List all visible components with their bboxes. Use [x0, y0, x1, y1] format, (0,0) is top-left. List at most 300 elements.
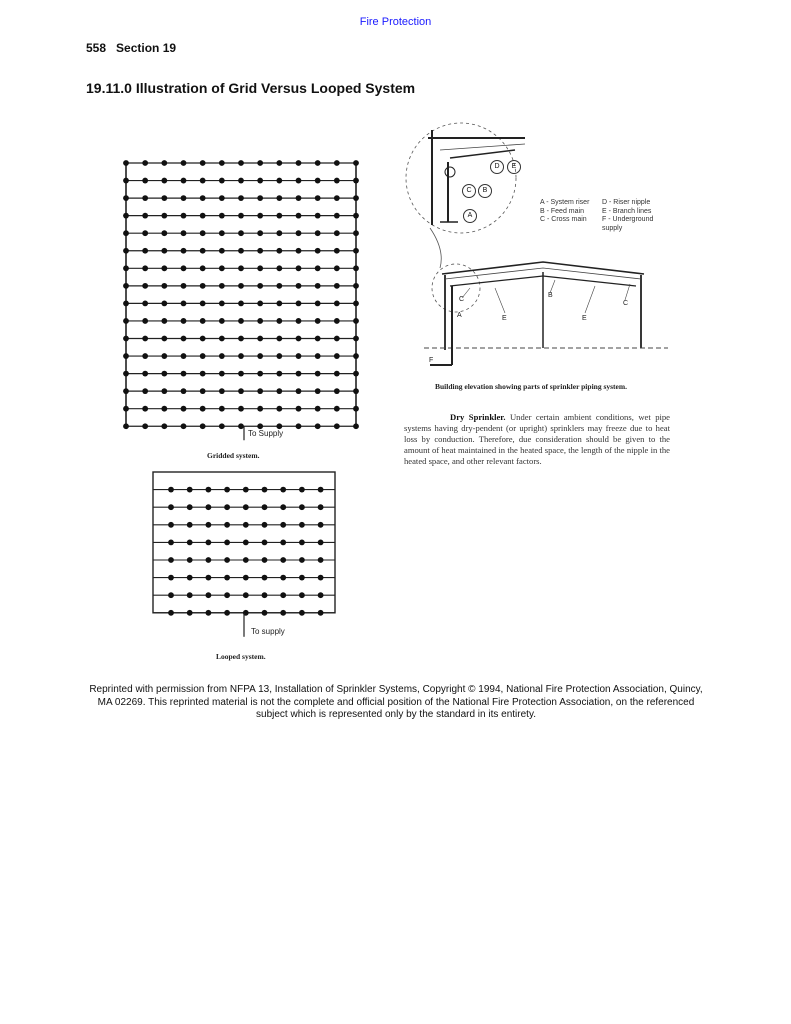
legend-row — [540, 216, 680, 233]
loop-sprinkler-head — [187, 487, 193, 493]
grid-sprinkler-head — [123, 283, 129, 289]
grid-sprinkler-head — [219, 318, 225, 324]
detail-joist — [440, 144, 525, 150]
grid-sprinkler-head — [161, 178, 167, 184]
grid-sprinkler-head — [142, 213, 148, 219]
looped-caption: Looped system. — [216, 652, 266, 661]
grid-sprinkler-head — [219, 195, 225, 201]
loop-sprinkler-head — [187, 504, 193, 510]
grid-sprinkler-head — [161, 423, 167, 429]
loop-sprinkler-head — [224, 557, 230, 563]
grid-sprinkler-head — [161, 371, 167, 377]
loop-sprinkler-head — [262, 575, 268, 581]
dry-sprinkler-body: Under certain ambient conditions, wet pipe systems having dry-pendent (or upright) sprinklers may freeze due to heat loss by conduction. Therefore, due consideration should be given to the amount of heat maintained in the heated space, the length of the nipple in the heated space, and other relevant factors. — [404, 412, 670, 466]
loop-sprinkler-head — [262, 522, 268, 528]
reprint-notice: Reprinted with permission from NFPA 13, Installation of Sprinkler Systems, Copyright © 1994, National Fire Protection Association, Quincy, MA 02269. This reprinted material is not the complete and official position of the National Fire Protection Association, on the referenced subject which is represented only by the standard in its entirety. — [89, 684, 703, 720]
grid-sprinkler-head — [181, 371, 187, 377]
legend-item: C - Cross main — [540, 216, 587, 223]
grid-sprinkler-head — [123, 423, 129, 429]
grid-sprinkler-head — [238, 248, 244, 254]
grid-sprinkler-head — [353, 371, 359, 377]
grid-sprinkler-head — [353, 265, 359, 271]
loop-sprinkler-head — [318, 557, 324, 563]
loop-sprinkler-head — [187, 610, 193, 616]
grid-sprinkler-head — [238, 195, 244, 201]
grid-sprinkler-head — [238, 160, 244, 166]
loop-sprinkler-head — [318, 575, 324, 581]
grid-sprinkler-head — [181, 301, 187, 307]
gridded-supply-label: To Supply — [248, 429, 284, 438]
grid-sprinkler-head — [200, 230, 206, 236]
grid-sprinkler-head — [257, 230, 263, 236]
grid-sprinkler-head — [257, 371, 263, 377]
grid-sprinkler-head — [296, 423, 302, 429]
loop-sprinkler-head — [318, 610, 324, 616]
elevation-letter-f: F — [429, 357, 434, 364]
grid-sprinkler-head — [219, 283, 225, 289]
grid-sprinkler-head — [257, 353, 263, 359]
loop-sprinkler-head — [243, 575, 249, 581]
grid-sprinkler-head — [200, 388, 206, 394]
legend-item: D - Riser nipple — [602, 199, 651, 206]
loop-sprinkler-head — [299, 610, 305, 616]
dry-sprinkler-paragraph — [404, 412, 670, 467]
looped-supply-label: To supply — [251, 627, 285, 636]
grid-sprinkler-head — [315, 301, 321, 307]
grid-sprinkler-head — [200, 195, 206, 201]
detail-letter-b: B — [478, 184, 492, 198]
grid-sprinkler-head — [353, 213, 359, 219]
grid-sprinkler-head — [161, 248, 167, 254]
detail-letter-a: A — [463, 209, 477, 223]
legend-item: E - Branch lines — [602, 207, 652, 215]
grid-sprinkler-head — [123, 318, 129, 324]
leader-c2 — [625, 284, 630, 300]
elevation-legend — [540, 199, 680, 233]
grid-sprinkler-head — [238, 283, 244, 289]
detail-letter-c: C — [462, 184, 476, 198]
detail-letter-d: D — [490, 160, 504, 174]
grid-sprinkler-head — [238, 265, 244, 271]
grid-sprinkler-head — [353, 388, 359, 394]
grid-sprinkler-head — [181, 423, 187, 429]
grid-sprinkler-head — [315, 353, 321, 359]
elevation-letter-e: E — [582, 315, 587, 322]
grid-sprinkler-head — [142, 301, 148, 307]
loop-sprinkler-head — [318, 522, 324, 528]
grid-sprinkler-head — [257, 248, 263, 254]
grid-sprinkler-head — [276, 318, 282, 324]
grid-sprinkler-head — [296, 318, 302, 324]
loop-sprinkler-head — [206, 540, 212, 546]
loop-sprinkler-head — [280, 575, 286, 581]
grid-sprinkler-head — [142, 406, 148, 412]
page-number: 558 — [86, 41, 107, 55]
grid-sprinkler-head — [276, 353, 282, 359]
grid-sprinkler-head — [219, 353, 225, 359]
grid-sprinkler-head — [142, 318, 148, 324]
grid-sprinkler-head — [219, 388, 225, 394]
grid-sprinkler-head — [142, 248, 148, 254]
grid-sprinkler-head — [315, 213, 321, 219]
grid-sprinkler-head — [315, 406, 321, 412]
grid-sprinkler-head — [334, 283, 340, 289]
loop-sprinkler-head — [280, 522, 286, 528]
loop-sprinkler-head — [318, 592, 324, 598]
grid-sprinkler-head — [142, 423, 148, 429]
elevation-letter-b: B — [548, 292, 553, 299]
grid-sprinkler-head — [353, 283, 359, 289]
grid-sprinkler-head — [123, 371, 129, 377]
legend-item: B - Feed main — [540, 207, 584, 215]
grid-sprinkler-head — [200, 178, 206, 184]
grid-sprinkler-head — [219, 160, 225, 166]
grid-sprinkler-head — [238, 371, 244, 377]
loop-sprinkler-head — [206, 487, 212, 493]
grid-sprinkler-head — [200, 265, 206, 271]
grid-sprinkler-head — [219, 178, 225, 184]
grid-sprinkler-head — [296, 371, 302, 377]
grid-sprinkler-head — [296, 248, 302, 254]
loop-sprinkler-head — [187, 540, 193, 546]
grid-sprinkler-head — [142, 178, 148, 184]
grid-sprinkler-head — [219, 371, 225, 377]
loop-sprinkler-head — [224, 504, 230, 510]
grid-sprinkler-head — [200, 353, 206, 359]
grid-sprinkler-head — [353, 301, 359, 307]
grid-sprinkler-head — [181, 195, 187, 201]
grid-sprinkler-head — [181, 336, 187, 342]
loop-sprinkler-head — [187, 592, 193, 598]
grid-sprinkler-head — [181, 230, 187, 236]
grid-sprinkler-head — [315, 230, 321, 236]
grid-sprinkler-head — [276, 265, 282, 271]
grid-sprinkler-head — [123, 178, 129, 184]
grid-sprinkler-head — [334, 406, 340, 412]
grid-sprinkler-head — [181, 178, 187, 184]
grid-sprinkler-head — [181, 318, 187, 324]
loop-sprinkler-head — [318, 504, 324, 510]
grid-sprinkler-head — [296, 265, 302, 271]
grid-sprinkler-head — [200, 301, 206, 307]
loop-sprinkler-head — [206, 557, 212, 563]
grid-sprinkler-head — [238, 230, 244, 236]
grid-sprinkler-head — [257, 336, 263, 342]
loop-sprinkler-head — [243, 592, 249, 598]
loop-sprinkler-head — [299, 504, 305, 510]
grid-sprinkler-head — [353, 318, 359, 324]
grid-sprinkler-head — [123, 388, 129, 394]
grid-sprinkler-head — [334, 230, 340, 236]
grid-sprinkler-head — [276, 283, 282, 289]
grid-sprinkler-head — [276, 406, 282, 412]
grid-sprinkler-head — [200, 318, 206, 324]
grid-sprinkler-head — [123, 406, 129, 412]
grid-sprinkler-head — [200, 283, 206, 289]
loop-sprinkler-head — [243, 540, 249, 546]
loop-sprinkler-head — [280, 557, 286, 563]
elevation-letter-a: A — [457, 312, 462, 319]
grid-sprinkler-head — [142, 371, 148, 377]
grid-sprinkler-head — [219, 336, 225, 342]
grid-sprinkler-head — [276, 388, 282, 394]
loop-sprinkler-head — [262, 504, 268, 510]
grid-sprinkler-head — [296, 283, 302, 289]
grid-sprinkler-head — [296, 336, 302, 342]
elevation-letter-c: C — [623, 300, 629, 307]
detail-leader — [430, 228, 441, 268]
loop-sprinkler-head — [206, 575, 212, 581]
grid-sprinkler-head — [353, 406, 359, 412]
grid-sprinkler-head — [161, 353, 167, 359]
grid-sprinkler-head — [315, 371, 321, 377]
grid-sprinkler-head — [296, 160, 302, 166]
grid-sprinkler-head — [200, 371, 206, 377]
grid-sprinkler-head — [161, 230, 167, 236]
loop-sprinkler-head — [168, 504, 174, 510]
grid-sprinkler-head — [238, 388, 244, 394]
grid-sprinkler-head — [315, 423, 321, 429]
grid-sprinkler-head — [238, 301, 244, 307]
grid-sprinkler-head — [276, 160, 282, 166]
grid-sprinkler-head — [200, 248, 206, 254]
grid-sprinkler-head — [123, 230, 129, 236]
loop-sprinkler-head — [168, 522, 174, 528]
grid-sprinkler-head — [296, 195, 302, 201]
loop-sprinkler-head — [187, 522, 193, 528]
grid-sprinkler-head — [219, 265, 225, 271]
grid-sprinkler-head — [276, 371, 282, 377]
grid-sprinkler-head — [257, 318, 263, 324]
grid-sprinkler-head — [296, 353, 302, 359]
grid-sprinkler-head — [353, 423, 359, 429]
loop-sprinkler-head — [224, 592, 230, 598]
loop-sprinkler-head — [299, 522, 305, 528]
grid-sprinkler-head — [219, 248, 225, 254]
grid-sprinkler-head — [219, 301, 225, 307]
loop-sprinkler-head — [168, 575, 174, 581]
grid-sprinkler-head — [334, 195, 340, 201]
detail-fitting — [445, 167, 455, 177]
loop-sprinkler-head — [224, 575, 230, 581]
grid-sprinkler-head — [142, 160, 148, 166]
elevation-caption: Building elevation showing parts of sprinkler piping system. — [435, 382, 627, 391]
grid-sprinkler-head — [334, 371, 340, 377]
loop-sprinkler-head — [168, 557, 174, 563]
loop-sprinkler-head — [206, 504, 212, 510]
grid-sprinkler-head — [123, 353, 129, 359]
grid-sprinkler-head — [161, 160, 167, 166]
leader-e1 — [495, 288, 505, 313]
loop-sprinkler-head — [280, 487, 286, 493]
loop-sprinkler-head — [243, 522, 249, 528]
grid-sprinkler-head — [123, 160, 129, 166]
loop-sprinkler-head — [206, 522, 212, 528]
grid-sprinkler-head — [142, 265, 148, 271]
leader-e2 — [585, 286, 595, 313]
grid-sprinkler-head — [315, 248, 321, 254]
grid-sprinkler-head — [238, 336, 244, 342]
grid-sprinkler-head — [276, 195, 282, 201]
grid-sprinkler-head — [200, 160, 206, 166]
loop-sprinkler-head — [168, 610, 174, 616]
grid-sprinkler-head — [315, 160, 321, 166]
loop-sprinkler-head — [224, 610, 230, 616]
grid-sprinkler-head — [296, 388, 302, 394]
grid-sprinkler-head — [142, 195, 148, 201]
loop-sprinkler-head — [299, 557, 305, 563]
grid-sprinkler-head — [296, 178, 302, 184]
loop-sprinkler-head — [187, 575, 193, 581]
grid-sprinkler-head — [276, 336, 282, 342]
grid-sprinkler-head — [296, 213, 302, 219]
grid-sprinkler-head — [238, 406, 244, 412]
grid-sprinkler-head — [257, 388, 263, 394]
elevation-letter-c: C — [459, 296, 465, 303]
grid-sprinkler-head — [161, 301, 167, 307]
grid-sprinkler-head — [353, 160, 359, 166]
grid-sprinkler-head — [238, 423, 244, 429]
grid-sprinkler-head — [200, 213, 206, 219]
loop-sprinkler-head — [168, 592, 174, 598]
grid-sprinkler-head — [334, 213, 340, 219]
loop-sprinkler-head — [318, 540, 324, 546]
grid-sprinkler-head — [257, 301, 263, 307]
legend-row — [540, 208, 680, 217]
grid-sprinkler-head — [181, 406, 187, 412]
grid-sprinkler-head — [219, 423, 225, 429]
grid-sprinkler-head — [123, 213, 129, 219]
grid-sprinkler-head — [296, 406, 302, 412]
grid-sprinkler-head — [334, 336, 340, 342]
grid-sprinkler-head — [257, 406, 263, 412]
grid-sprinkler-head — [334, 248, 340, 254]
grid-sprinkler-head — [123, 301, 129, 307]
loop-sprinkler-head — [299, 487, 305, 493]
grid-sprinkler-head — [200, 406, 206, 412]
loop-sprinkler-head — [168, 540, 174, 546]
gridded-caption: Gridded system. — [207, 451, 260, 460]
grid-sprinkler-head — [161, 318, 167, 324]
grid-sprinkler-head — [257, 178, 263, 184]
grid-sprinkler-head — [161, 406, 167, 412]
grid-sprinkler-head — [276, 178, 282, 184]
loop-sprinkler-head — [280, 504, 286, 510]
loop-sprinkler-head — [224, 540, 230, 546]
loop-sprinkler-head — [318, 487, 324, 493]
grid-sprinkler-head — [181, 283, 187, 289]
grid-sprinkler-head — [334, 178, 340, 184]
grid-sprinkler-head — [353, 230, 359, 236]
loop-sprinkler-head — [280, 592, 286, 598]
grid-sprinkler-head — [276, 213, 282, 219]
loop-sprinkler-head — [187, 557, 193, 563]
detail-letter-e: E — [507, 160, 521, 174]
loop-sprinkler-head — [262, 540, 268, 546]
grid-sprinkler-head — [161, 195, 167, 201]
grid-sprinkler-head — [315, 265, 321, 271]
legend-item: A - System riser — [540, 199, 590, 206]
grid-sprinkler-head — [353, 248, 359, 254]
grid-sprinkler-head — [161, 213, 167, 219]
grid-sprinkler-head — [161, 388, 167, 394]
detail-cross-main — [450, 150, 515, 158]
grid-sprinkler-head — [200, 336, 206, 342]
grid-sprinkler-head — [257, 160, 263, 166]
grid-sprinkler-head — [181, 353, 187, 359]
grid-sprinkler-head — [181, 213, 187, 219]
grid-sprinkler-head — [181, 248, 187, 254]
grid-sprinkler-head — [334, 423, 340, 429]
grid-sprinkler-head — [276, 248, 282, 254]
loop-sprinkler-head — [243, 487, 249, 493]
grid-sprinkler-head — [315, 283, 321, 289]
loop-sprinkler-head — [262, 610, 268, 616]
grid-sprinkler-head — [142, 353, 148, 359]
grid-sprinkler-head — [123, 195, 129, 201]
loop-sprinkler-head — [224, 487, 230, 493]
grid-sprinkler-head — [238, 353, 244, 359]
loop-sprinkler-head — [168, 487, 174, 493]
grid-sprinkler-head — [238, 178, 244, 184]
grid-sprinkler-head — [257, 283, 263, 289]
loop-sprinkler-head — [299, 575, 305, 581]
loop-sprinkler-head — [262, 487, 268, 493]
building-elevation-diagram — [406, 123, 668, 365]
section-label: Section 19 — [116, 41, 177, 55]
grid-sprinkler-head — [123, 265, 129, 271]
grid-sprinkler-head — [200, 423, 206, 429]
grid-sprinkler-head — [353, 336, 359, 342]
grid-sprinkler-head — [334, 265, 340, 271]
grid-sprinkler-head — [181, 160, 187, 166]
grid-sprinkler-head — [219, 230, 225, 236]
grid-sprinkler-head — [257, 195, 263, 201]
loop-sprinkler-head — [206, 610, 212, 616]
grid-sprinkler-head — [334, 160, 340, 166]
grid-sprinkler-head — [161, 336, 167, 342]
loop-sprinkler-head — [299, 540, 305, 546]
grid-sprinkler-head — [123, 336, 129, 342]
loop-sprinkler-head — [280, 540, 286, 546]
grid-sprinkler-head — [353, 195, 359, 201]
grid-sprinkler-head — [161, 283, 167, 289]
grid-sprinkler-head — [353, 178, 359, 184]
gridded-system-diagram — [123, 160, 359, 440]
legend-item: F - Underground supply — [602, 216, 654, 232]
elevation-letter-e: E — [502, 315, 507, 322]
elevation-detail-circle — [432, 264, 480, 312]
grid-sprinkler-head — [315, 388, 321, 394]
grid-sprinkler-head — [334, 353, 340, 359]
grid-sprinkler-head — [315, 178, 321, 184]
grid-sprinkler-head — [161, 265, 167, 271]
running-head: Fire Protection — [359, 16, 432, 28]
grid-sprinkler-head — [296, 230, 302, 236]
grid-sprinkler-head — [315, 195, 321, 201]
detail-circle — [406, 123, 516, 233]
grid-sprinkler-head — [219, 213, 225, 219]
loop-sprinkler-head — [299, 592, 305, 598]
grid-sprinkler-head — [181, 388, 187, 394]
loop-sprinkler-head — [206, 592, 212, 598]
grid-sprinkler-head — [334, 318, 340, 324]
grid-sprinkler-head — [276, 230, 282, 236]
loop-sprinkler-head — [280, 610, 286, 616]
grid-sprinkler-head — [296, 301, 302, 307]
grid-sprinkler-head — [219, 406, 225, 412]
loop-sprinkler-head — [262, 592, 268, 598]
